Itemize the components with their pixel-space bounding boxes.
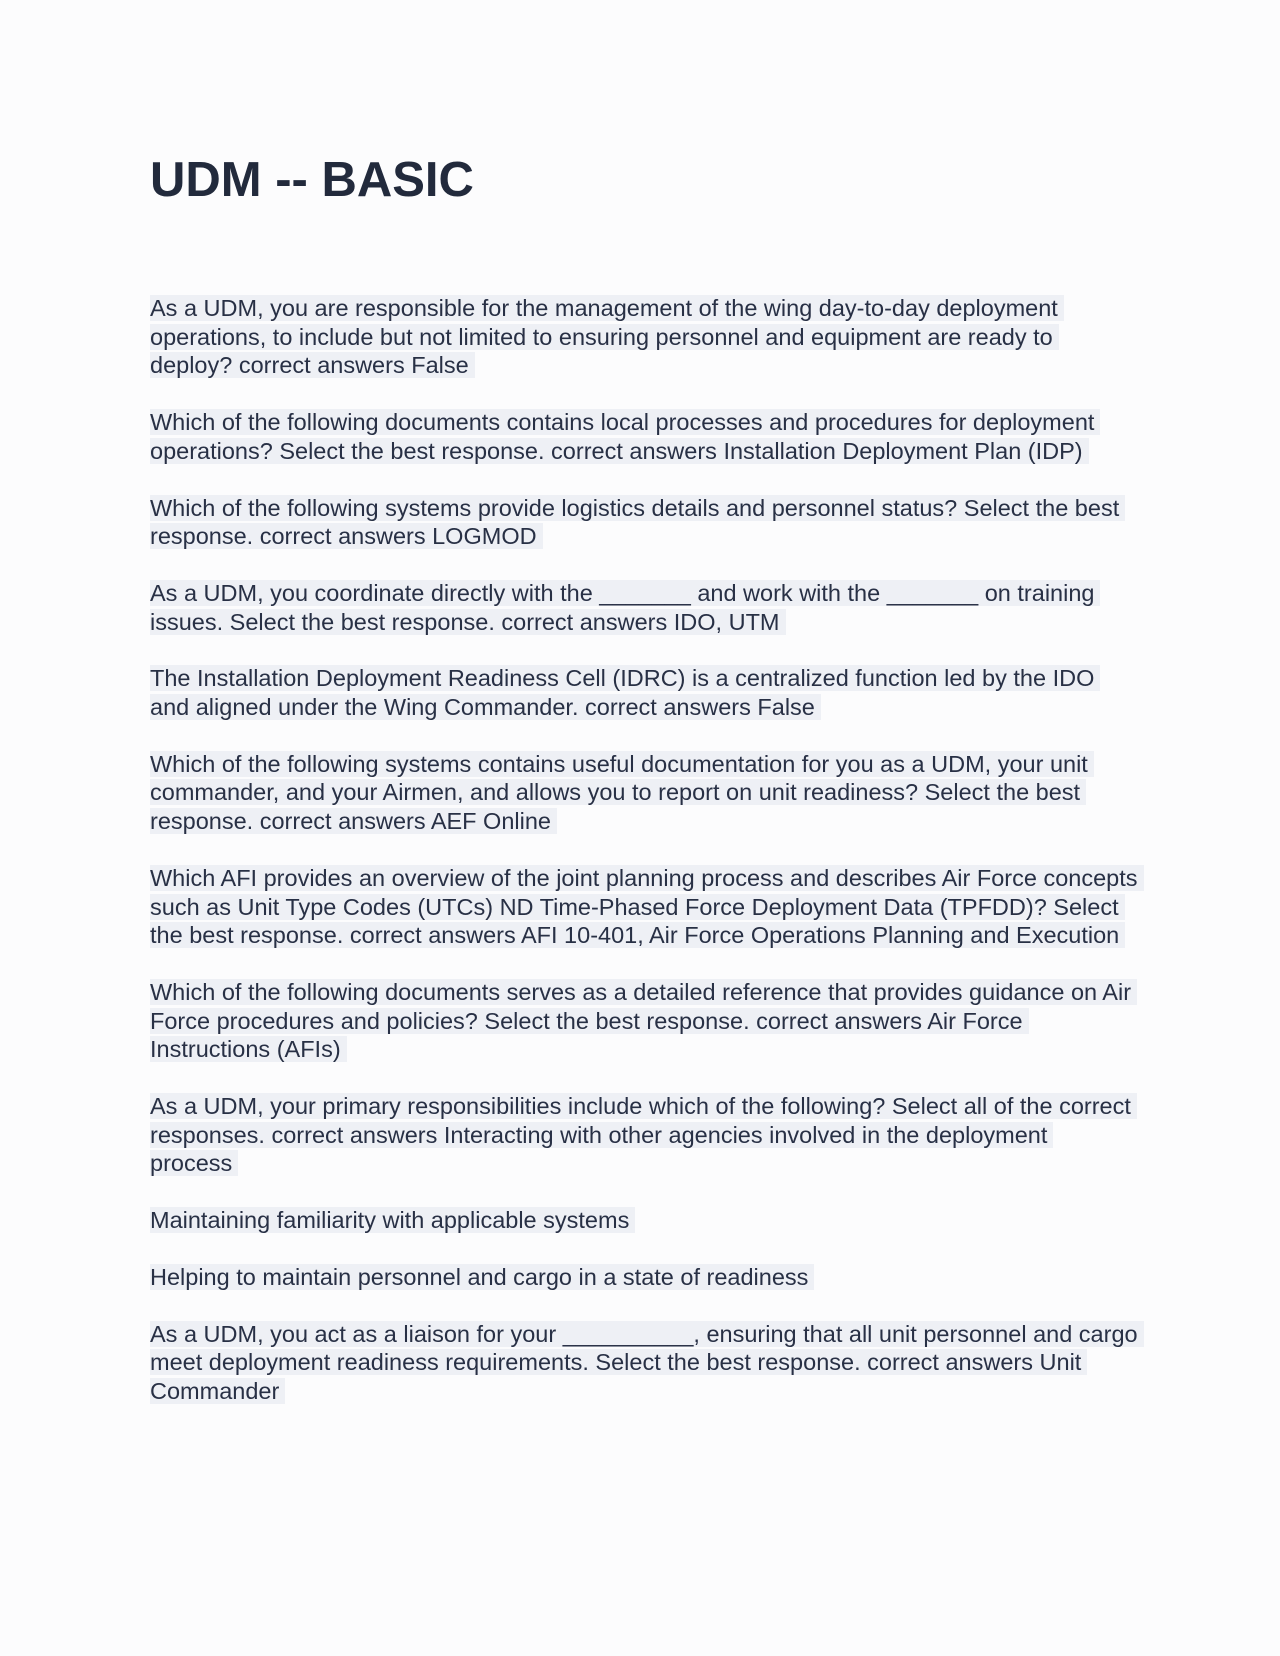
qa-text: As a UDM, you act as a liaison for your __________, ensuring that all unit personnel and cargo meet deployment readiness requirements. Select the best response. correct answers Unit Commander [150,1321,1144,1404]
qa-item [150,750,1140,836]
qa-text: Helping to maintain personnel and cargo in a state of readiness [150,1264,814,1290]
qa-text: As a UDM, you coordinate directly with the _______ and work with the _______ on training issues. Select the best response. correct answers IDO, UTM [150,580,1100,635]
qa-item [150,579,1140,636]
qa-text: Which of the following systems provide logistics details and personnel status? Select the best response. correct answers LOGMOD [150,495,1125,550]
qa-text: Which of the following systems contains useful documentation for you as a UDM, your unit commander, and your Airmen, and allows you to report on unit readiness? Select the best response. correct answers AEF Online [150,751,1094,834]
qa-text: As a UDM, you are responsible for the management of the wing day-to-day deployment operations, to include but not limited to ensuring personnel and equipment are ready to deploy? correct answers False [150,295,1064,378]
qa-item [150,978,1140,1064]
qa-item [150,1092,1140,1178]
document-title: UDM -- BASIC [150,153,474,207]
qa-text: Maintaining familiarity with applicable systems [150,1207,635,1233]
qa-item [150,1263,1140,1292]
qa-text: Which AFI provides an overview of the joint planning process and describes Air Force concepts such as Unit Type Codes (UTCs) ND Time-Phased Force Deployment Data (TPFDD)? Select the best response. correct answers AFI 10-401, Air Force Operations Planning and Execution [150,865,1144,948]
qa-item [150,1320,1140,1406]
qa-item [150,294,1140,380]
qa-item [150,864,1140,950]
qa-text: As a UDM, your primary responsibilities include which of the following? Select all of the correct responses. correct answers Interacting with other agencies involved in the deployment process [150,1093,1137,1176]
qa-text: Which of the following documents serves as a detailed reference that provides guidance on Air Force procedures and policies? Select the best response. correct answers Air Force Instructions (AFIs) [150,979,1137,1062]
qa-text: Which of the following documents contains local processes and procedures for deployment operations? Select the best response. correct answers Installation Deployment Plan (IDP) [150,409,1100,464]
qa-item [150,664,1140,721]
qa-list [150,294,1140,1434]
qa-item [150,1206,1140,1235]
qa-text: The Installation Deployment Readiness Cell (IDRC) is a centralized function led by the IDO and aligned under the Wing Commander. correct answers False [150,665,1100,720]
qa-item [150,494,1140,551]
qa-item [150,408,1140,465]
